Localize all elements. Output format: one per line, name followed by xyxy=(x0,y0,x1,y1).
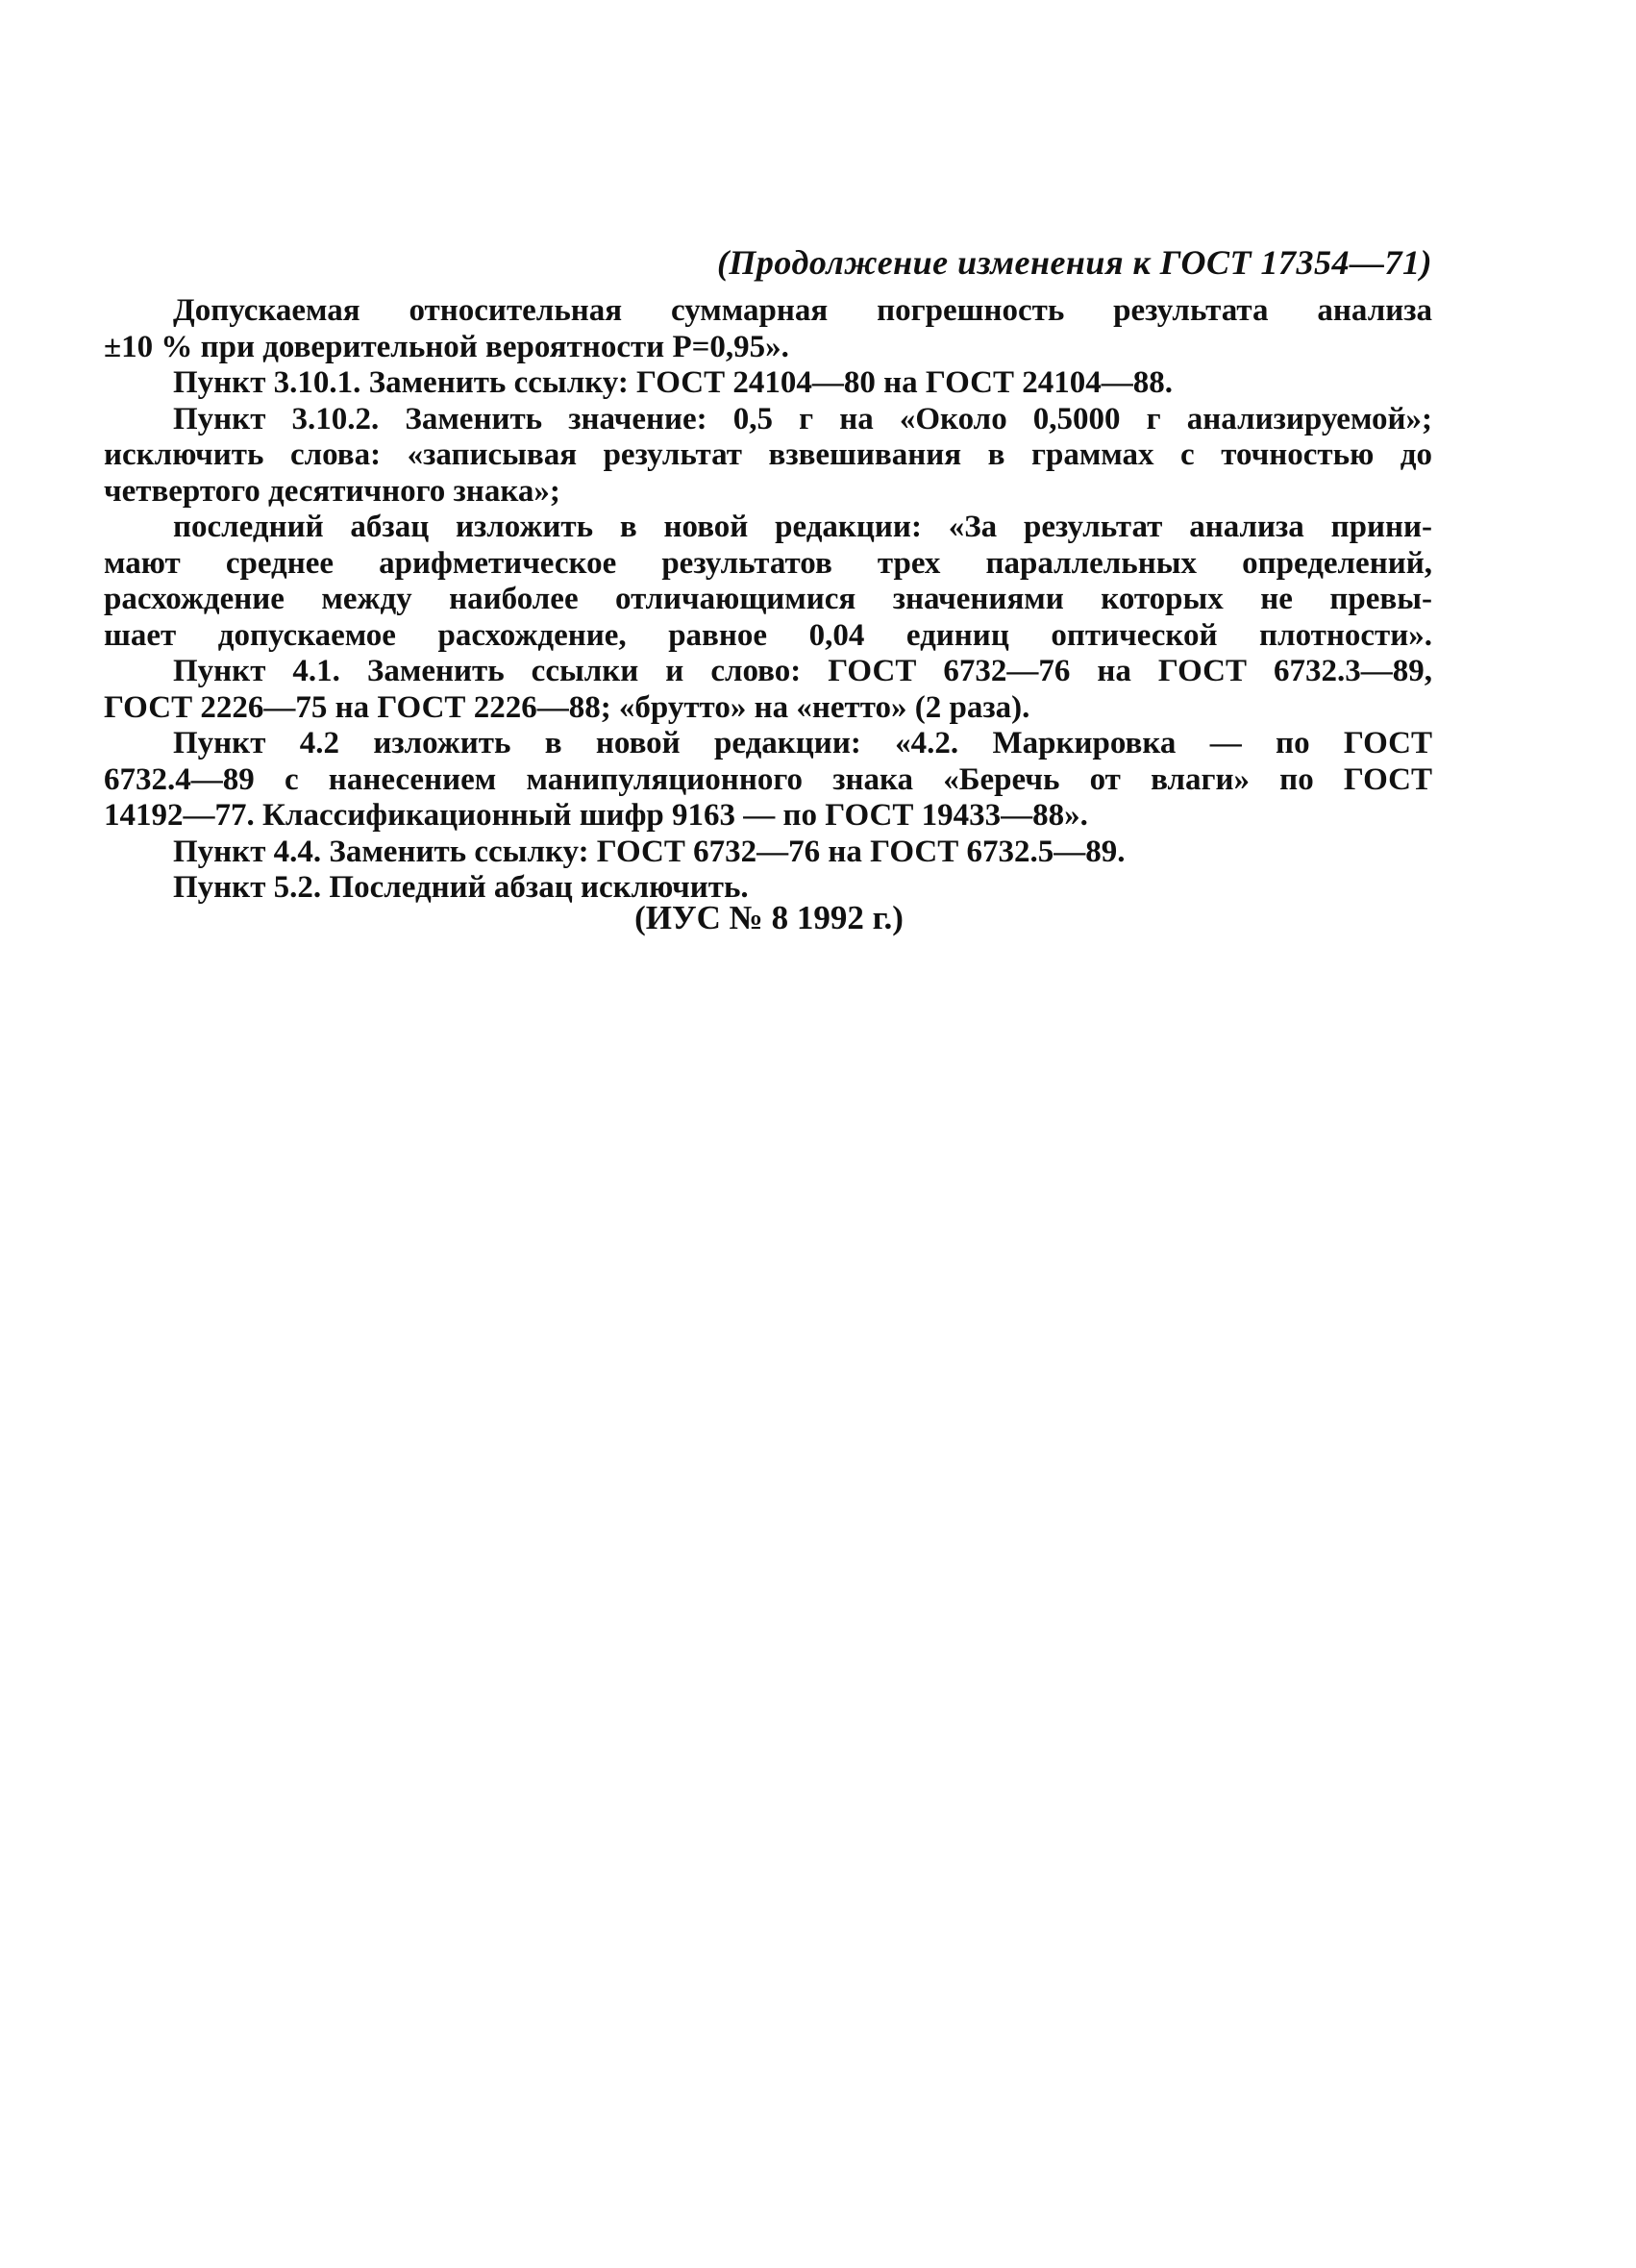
text-line: Пункт 3.10.2. Заменить значение: 0,5 г на «Около 0,5000 г анализируемой»; xyxy=(173,401,1432,436)
text-line: шает допускаемое расхождение, равное 0,04 единиц оптической плотности». xyxy=(104,617,1432,653)
text-line: четвертого десятичного знака»; xyxy=(104,473,560,509)
text-line: мают среднее арифметическое результатов трех параллельных определений, xyxy=(104,545,1432,581)
text-line: исключить слова: «записывая результат взвешивания в граммах с точностью до xyxy=(104,437,1432,472)
text-line: ГОСТ 2226—75 на ГОСТ 2226—88; «брутто» на «нетто» (2 раза). xyxy=(104,689,1030,725)
text-line: Пункт 4.4. Заменить ссылку: ГОСТ 6732—76 на ГОСТ 6732.5—89. xyxy=(173,834,1126,869)
text-line: ±10 % при доверительной вероятности P=0,95». xyxy=(104,329,789,364)
amendment-body xyxy=(104,293,1432,907)
publication-reference: (ИУС № 8 1992 г.) xyxy=(634,899,904,936)
continuation-header: (Продолжение изменения к ГОСТ 17354—71) xyxy=(716,243,1432,282)
text-line: Пункт 4.1. Заменить ссылки и слово: ГОСТ 6732—76 на ГОСТ 6732.3—89, xyxy=(173,654,1432,688)
text-line: расхождение между наиболее отличающимися значениями которых не превы- xyxy=(104,582,1432,616)
text-line: Допускаемая относительная суммарная погрешность результата анализа xyxy=(173,293,1432,328)
text-line: Пункт 4.2 изложить в новой редакции: «4.2. Маркировка — по ГОСТ xyxy=(173,726,1432,760)
text-line: Пункт 3.10.1. Заменить ссылку: ГОСТ 24104—80 на ГОСТ 24104—88. xyxy=(173,365,1173,400)
text-line: 6732.4—89 с нанесением манипуляционного знака «Беречь от влаги» по ГОСТ xyxy=(104,761,1432,797)
text-line: 14192—77. Классификационный шифр 9163 — по ГОСТ 19433—88». xyxy=(104,798,1088,833)
text-line: последний абзац изложить в новой редакции: «За результат анализа прини- xyxy=(173,510,1432,544)
text-line: Пункт 5.2. Последний абзац исключить. xyxy=(173,870,749,905)
